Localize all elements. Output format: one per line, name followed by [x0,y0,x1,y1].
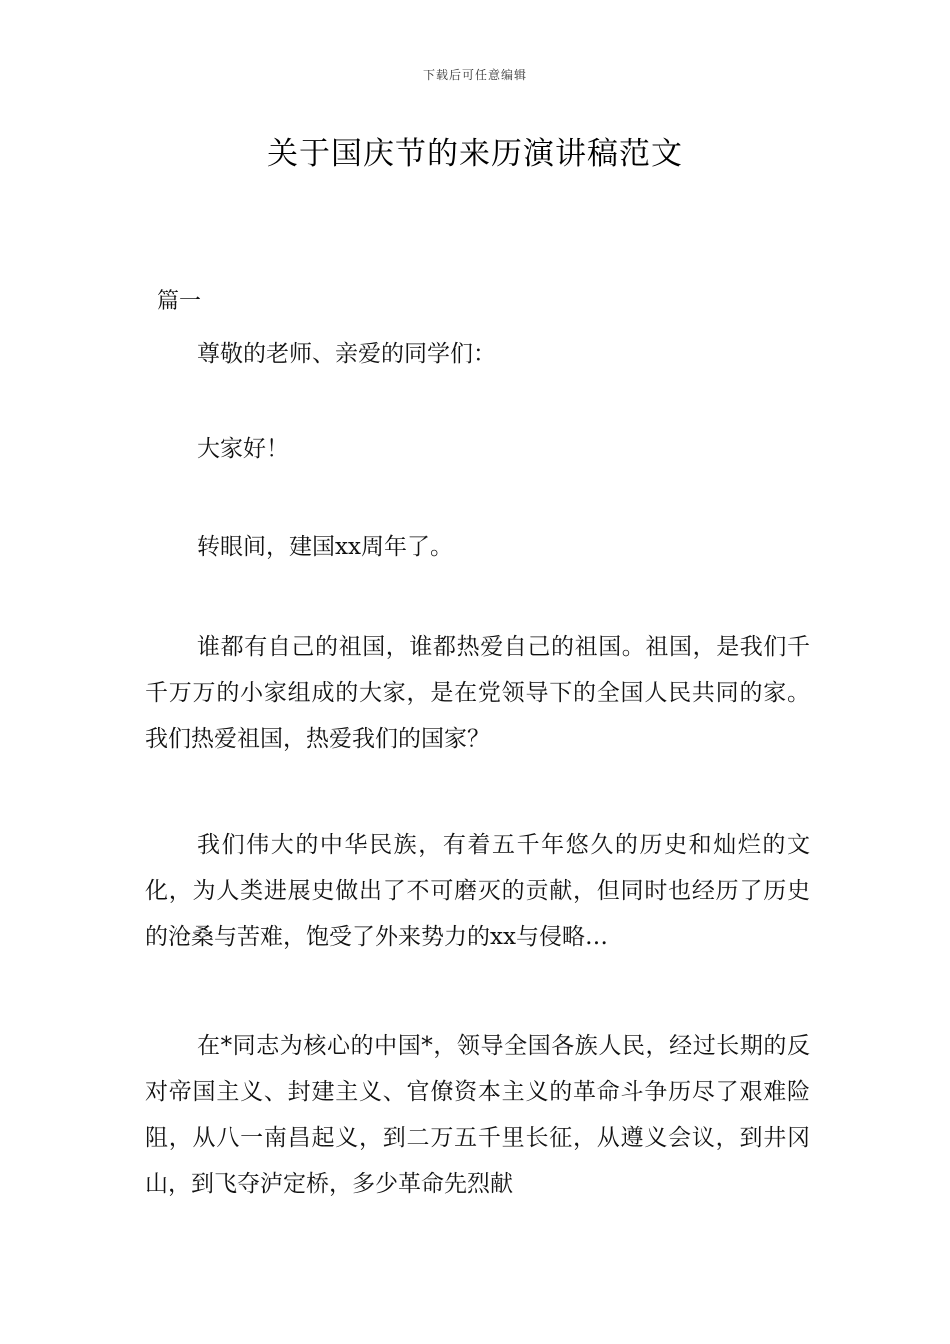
header-note: 下载后可任意编辑 [422,68,527,82]
paragraph-greeting: 大家好！ [197,436,289,462]
paragraph-salutation: 尊敬的老师、亲爱的同学们： [197,341,496,367]
section-label: 篇一 [157,289,202,314]
paragraph-motherland: 谁都有自己的祖国，谁都热爱自己的祖国。祖国，是我们千千万万的小家组成的大家，是在党领导下的全国人民共同的家。我们热爱祖国，热爱我们的国家？ [145,634,810,752]
document-title: 关于国庆节的来历演讲稿范文 [267,136,683,172]
paragraph-revolution: 在*同志为核心的中国*，领导全国各族人民，经过长期的反对帝国主义、封建主义、官僚资本主义的革命斗争历尽了艰难险阻，从八一南昌起义，到二万五千里长征，从遵义会议，到井冈山，到飞夺泸定桥，多少革命先烈献 [145,1033,810,1197]
paragraph-intro: 转眼间，建国xx周年了。 [197,534,453,560]
paragraph-history: 我们伟大的中华民族，有着五千年悠久的历史和灿烂的文化，为人类进展史做出了不可磨灭的贡献，但同时也经历了历史的沧桑与苦难，饱受了外来势力的xx与侵略… [145,832,810,950]
